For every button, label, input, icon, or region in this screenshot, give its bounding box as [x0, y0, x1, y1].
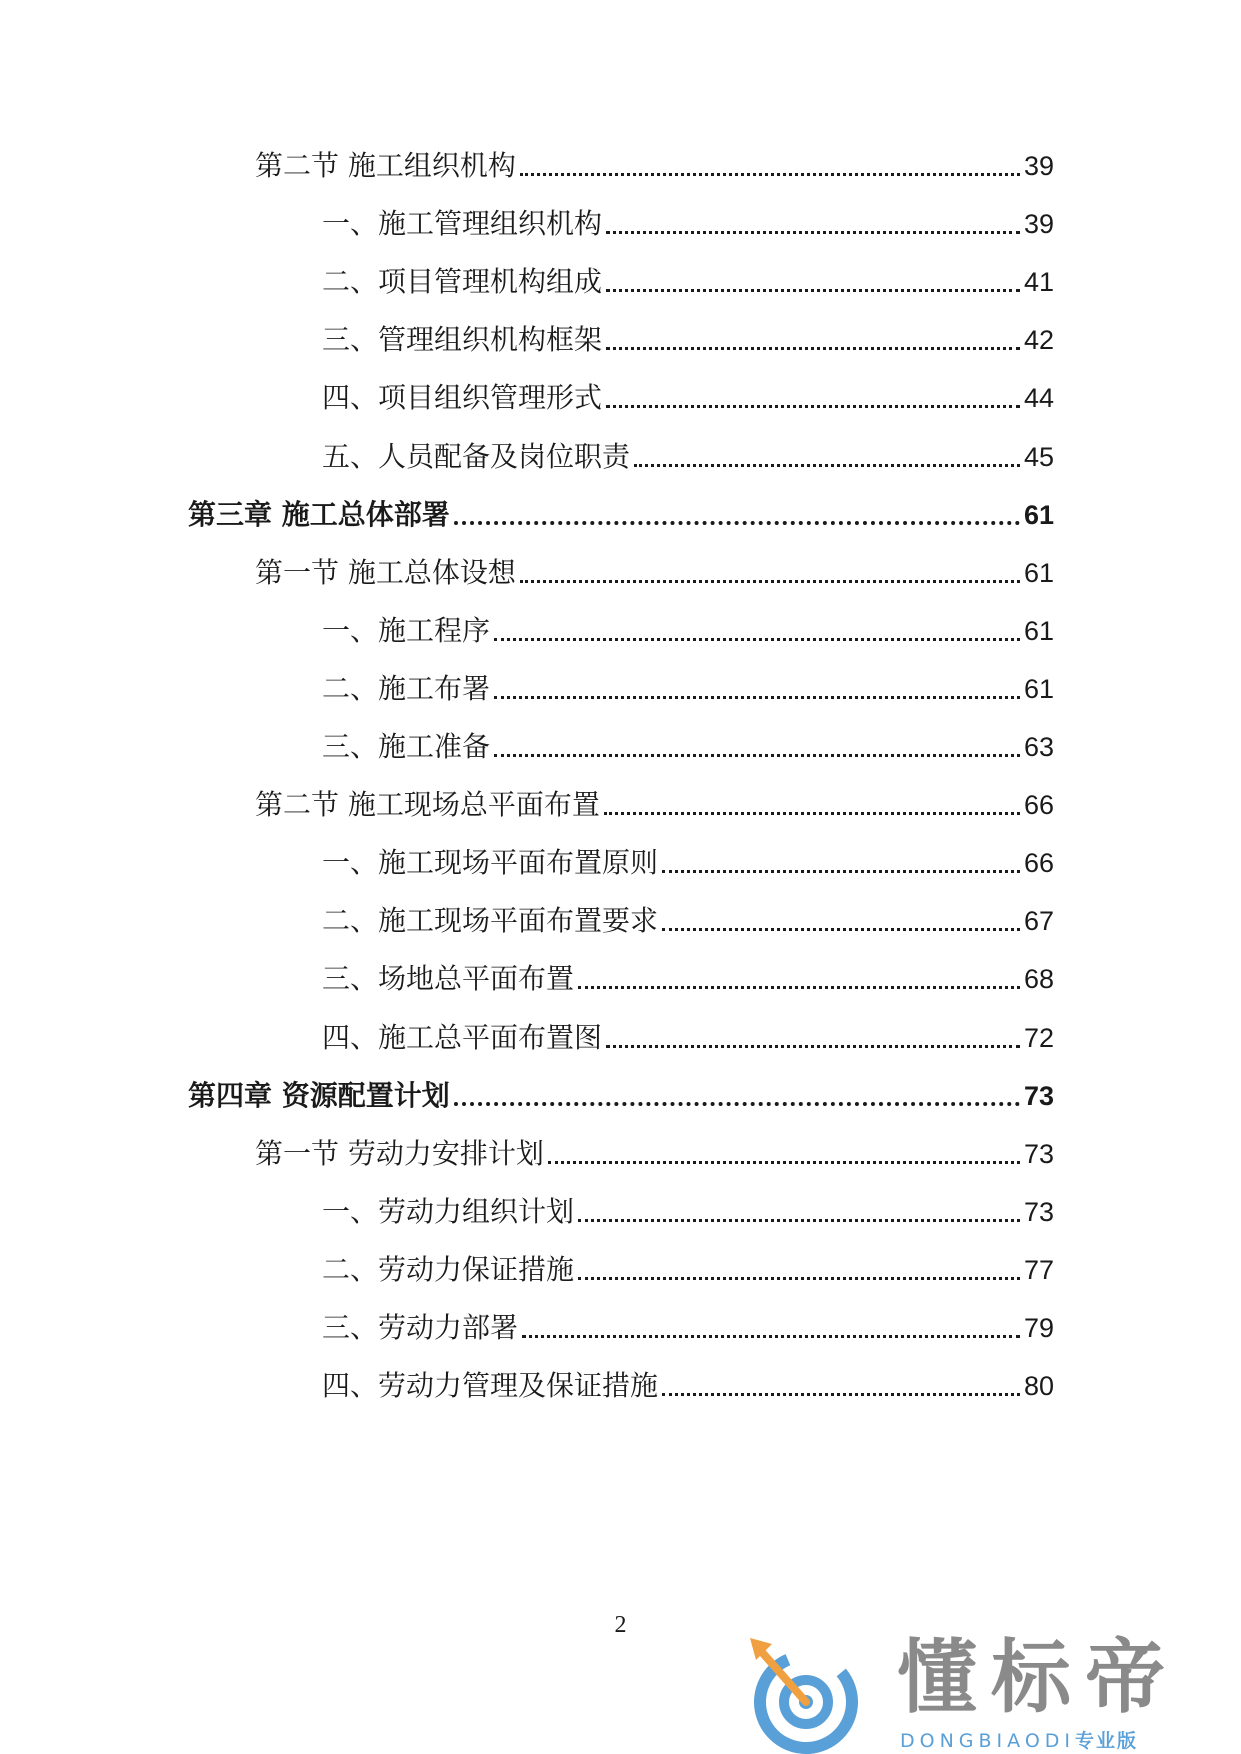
toc-entry-title: 三、施工准备	[322, 730, 491, 763]
toc-dot-leader	[578, 986, 1020, 989]
watermark-subtitle	[900, 1726, 1138, 1753]
toc-entry-section[interactable]	[255, 785, 1054, 825]
toc-dot-leader	[494, 754, 1020, 757]
toc-dot-leader	[494, 638, 1020, 641]
toc-entry-page-number: 61	[1023, 674, 1054, 704]
toc-dot-leader	[494, 696, 1020, 699]
toc-entry-page-number: 39	[1023, 209, 1054, 239]
toc-entry-page-number: 63	[1023, 732, 1054, 762]
watermark	[742, 1630, 1241, 1754]
toc-entry-page-number: 41	[1023, 267, 1054, 297]
toc-entry-page-number: 61	[1023, 616, 1054, 646]
toc-entry-title: 第二节 施工组织机构	[255, 149, 516, 182]
toc-entry-sub[interactable]	[322, 378, 1054, 418]
toc-entry-page-number: 80	[1023, 1371, 1054, 1401]
toc-entry-section[interactable]	[255, 553, 1054, 593]
toc-entry-sub[interactable]	[322, 843, 1054, 883]
toc-entry-sub[interactable]	[322, 959, 1054, 999]
toc-entry-section[interactable]	[255, 1134, 1054, 1174]
toc-entry-page-number: 67	[1023, 906, 1054, 936]
toc-dot-leader	[606, 289, 1020, 292]
toc-entry-sub[interactable]	[322, 262, 1054, 302]
toc-dot-leader	[662, 928, 1020, 931]
toc-dot-leader	[606, 347, 1020, 350]
toc-entry-sub[interactable]	[322, 1308, 1054, 1348]
toc-entry-page-number: 61	[1023, 558, 1054, 588]
watermark-pinyin: DONGBIAODI	[900, 1730, 1076, 1752]
toc-dot-leader	[520, 580, 1020, 583]
toc-entry-page-number: 61	[1023, 500, 1054, 530]
toc-entry-title: 四、劳动力管理及保证措施	[322, 1369, 659, 1402]
page-number: 2	[614, 1612, 627, 1638]
toc-entry-page-number: 42	[1023, 325, 1054, 355]
toc-entry-title: 二、项目管理机构组成	[322, 265, 603, 298]
toc-entry-title: 第四章 资源配置计划	[188, 1079, 450, 1112]
target-logo-icon	[742, 1630, 872, 1754]
toc-entry-title: 第一节 施工总体设想	[255, 556, 516, 589]
toc-entry-page-number: 45	[1023, 442, 1054, 472]
toc-entry-sub[interactable]	[322, 204, 1054, 244]
toc-entry-title: 第三章 施工总体部署	[188, 498, 450, 531]
toc-entry-title: 四、项目组织管理形式	[322, 381, 603, 414]
toc-entry-sub[interactable]	[322, 320, 1054, 360]
toc-dot-leader	[520, 173, 1020, 176]
toc-dot-leader	[454, 521, 1020, 525]
watermark-brand: 懂标帝	[897, 1631, 1179, 1724]
toc-entry-page-number: 73	[1023, 1197, 1054, 1227]
toc-entry-title: 一、施工现场平面布置原则	[322, 846, 659, 879]
toc-entry-title: 一、劳动力组织计划	[322, 1195, 575, 1228]
toc-dot-leader	[606, 405, 1020, 408]
toc-dot-leader	[604, 812, 1020, 815]
toc-entry-page-number: 66	[1023, 848, 1054, 878]
toc-entry-chapter[interactable]	[188, 495, 1054, 535]
toc-entry-sub[interactable]	[322, 611, 1054, 651]
toc-dot-leader	[662, 1393, 1020, 1396]
toc-dot-leader	[522, 1335, 1020, 1338]
toc-entry-page-number: 79	[1023, 1313, 1054, 1343]
toc-entry-chapter[interactable]	[188, 1076, 1054, 1116]
toc-dot-leader	[606, 231, 1020, 234]
toc-entry-sub[interactable]	[322, 437, 1054, 477]
toc-entry-sub[interactable]	[322, 1366, 1054, 1406]
toc-entry-title: 第二节 施工现场总平面布置	[255, 788, 600, 821]
toc-dot-leader	[634, 464, 1020, 467]
toc-dot-leader	[662, 870, 1020, 873]
toc-entry-title: 二、劳动力保证措施	[322, 1253, 575, 1286]
toc-entry-page-number: 39	[1023, 151, 1054, 181]
toc-entry-title: 三、管理组织机构框架	[322, 323, 603, 356]
toc-entry-page-number: 73	[1023, 1139, 1054, 1169]
toc-entry-sub[interactable]	[322, 1250, 1054, 1290]
toc-entry-title: 一、施工管理组织机构	[322, 207, 603, 240]
toc-entry-page-number: 68	[1023, 964, 1054, 994]
toc-entry-title: 第一节 劳动力安排计划	[255, 1137, 544, 1170]
toc-entry-page-number: 44	[1023, 383, 1054, 413]
toc-entry-title: 二、施工布署	[322, 672, 491, 705]
toc-entry-page-number: 77	[1023, 1255, 1054, 1285]
toc-entry-title: 三、场地总平面布置	[322, 962, 575, 995]
toc-entry-page-number: 73	[1023, 1081, 1054, 1111]
toc-entry-sub[interactable]	[322, 1018, 1054, 1058]
toc-dot-leader	[606, 1045, 1020, 1048]
toc-dot-leader	[454, 1102, 1020, 1106]
toc-entry-title: 一、施工程序	[322, 614, 491, 647]
toc-entry-title: 二、施工现场平面布置要求	[322, 904, 659, 937]
toc-entry-sub[interactable]	[322, 669, 1054, 709]
toc-dot-leader	[578, 1219, 1020, 1222]
toc-entry-title: 四、施工总平面布置图	[322, 1021, 603, 1054]
toc-entry-page-number: 72	[1023, 1023, 1054, 1053]
toc-entry-page-number: 66	[1023, 790, 1054, 820]
toc-dot-leader	[548, 1161, 1020, 1164]
toc-entry-title: 三、劳动力部署	[322, 1311, 519, 1344]
toc-entry-section[interactable]	[255, 146, 1054, 186]
watermark-edition: 专业版	[1075, 1730, 1139, 1752]
toc-entry-sub[interactable]	[322, 1192, 1054, 1232]
toc-entry-sub[interactable]	[322, 901, 1054, 941]
toc-entry-title: 五、人员配备及岗位职责	[322, 440, 631, 473]
toc-entry-sub[interactable]	[322, 727, 1054, 767]
toc-dot-leader	[578, 1277, 1020, 1280]
